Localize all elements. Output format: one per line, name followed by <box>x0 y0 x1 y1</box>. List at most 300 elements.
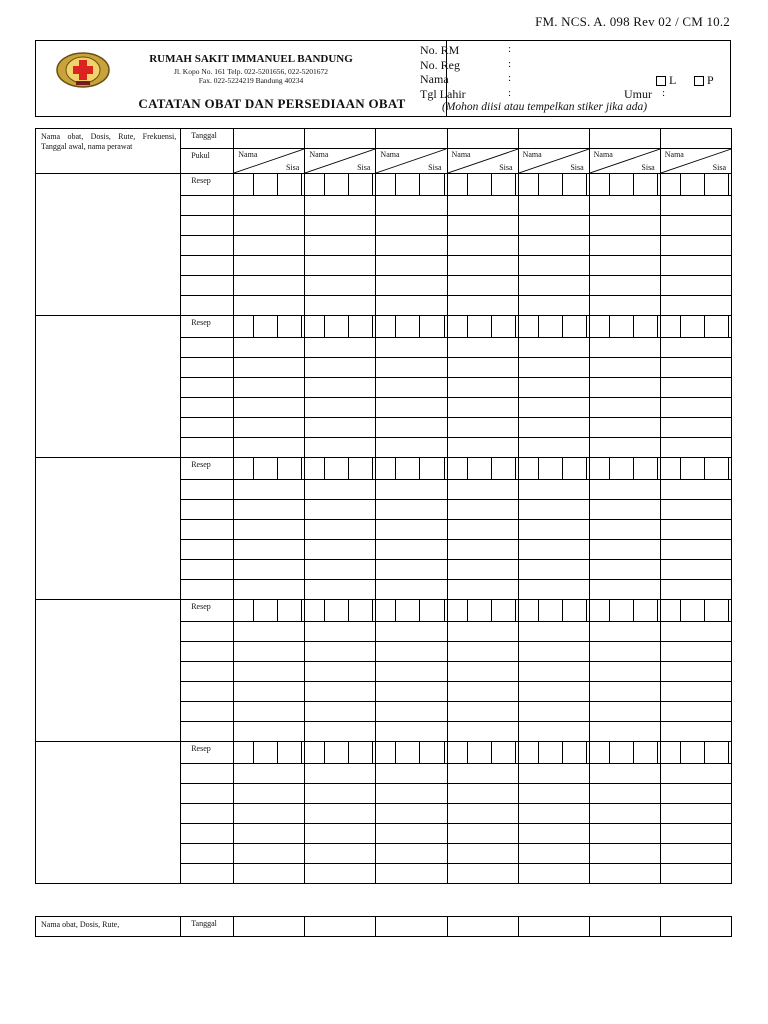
time-cell[interactable] <box>181 438 234 458</box>
dose-cell[interactable] <box>589 276 660 296</box>
resep-box[interactable] <box>396 458 420 480</box>
tanggal-cell[interactable] <box>660 129 731 149</box>
dose-cell[interactable] <box>305 804 376 824</box>
dose-cell[interactable] <box>589 256 660 276</box>
resep-box[interactable] <box>325 458 349 480</box>
time-cell[interactable] <box>181 398 234 418</box>
resep-box[interactable] <box>491 600 515 622</box>
dose-cell[interactable] <box>518 398 589 418</box>
dose-cell[interactable] <box>518 520 589 540</box>
umur-field[interactable] <box>670 89 720 102</box>
dose-cell[interactable] <box>518 480 589 500</box>
dose-cell[interactable] <box>447 540 518 560</box>
resep-box[interactable] <box>728 600 731 622</box>
resep-box[interactable] <box>349 174 373 196</box>
time-cell[interactable] <box>181 662 234 682</box>
resep-box[interactable] <box>589 316 609 338</box>
dose-cell[interactable] <box>518 378 589 398</box>
dose-cell[interactable] <box>660 864 731 884</box>
dose-cell[interactable] <box>518 560 589 580</box>
dose-cell[interactable] <box>305 722 376 742</box>
resep-box[interactable] <box>447 742 467 764</box>
medication-entry-cell[interactable] <box>36 600 181 742</box>
dose-cell[interactable] <box>589 804 660 824</box>
resep-box[interactable] <box>278 600 302 622</box>
resep-box[interactable] <box>278 742 302 764</box>
resep-box[interactable] <box>254 174 278 196</box>
dose-cell[interactable] <box>660 276 731 296</box>
resep-box[interactable] <box>609 458 633 480</box>
resep-box[interactable] <box>660 600 680 622</box>
dose-cell[interactable] <box>305 560 376 580</box>
time-cell[interactable] <box>181 682 234 702</box>
dose-cell[interactable] <box>376 560 447 580</box>
dose-cell[interactable] <box>660 804 731 824</box>
resep-box[interactable] <box>589 458 609 480</box>
dose-cell[interactable] <box>376 418 447 438</box>
dose-cell[interactable] <box>376 438 447 458</box>
time-cell[interactable] <box>181 236 234 256</box>
resep-box[interactable] <box>660 742 680 764</box>
resep-box[interactable] <box>704 316 728 338</box>
resep-box[interactable] <box>234 742 254 764</box>
resep-box[interactable] <box>349 600 373 622</box>
dose-cell[interactable] <box>234 580 305 600</box>
dose-cell[interactable] <box>518 196 589 216</box>
resep-box[interactable] <box>420 600 444 622</box>
dose-cell[interactable] <box>305 398 376 418</box>
resep-box[interactable] <box>633 316 657 338</box>
dose-cell[interactable] <box>305 378 376 398</box>
time-cell[interactable] <box>181 378 234 398</box>
dose-cell[interactable] <box>447 196 518 216</box>
resep-box[interactable] <box>704 174 728 196</box>
tanggal-cell[interactable] <box>518 129 589 149</box>
dose-cell[interactable] <box>234 216 305 236</box>
dose-cell[interactable] <box>518 824 589 844</box>
resep-box[interactable] <box>589 742 609 764</box>
dose-cell[interactable] <box>518 438 589 458</box>
dose-cell[interactable] <box>234 256 305 276</box>
time-cell[interactable] <box>181 418 234 438</box>
dose-cell[interactable] <box>447 844 518 864</box>
dose-cell[interactable] <box>305 824 376 844</box>
dose-cell[interactable] <box>376 864 447 884</box>
tanggal-cell[interactable] <box>660 917 731 937</box>
resep-box[interactable] <box>518 174 538 196</box>
time-cell[interactable] <box>181 480 234 500</box>
dose-cell[interactable] <box>376 580 447 600</box>
dose-cell[interactable] <box>447 682 518 702</box>
dose-cell[interactable] <box>234 864 305 884</box>
time-cell[interactable] <box>181 722 234 742</box>
resep-box[interactable] <box>234 458 254 480</box>
dose-cell[interactable] <box>518 642 589 662</box>
dose-cell[interactable] <box>376 500 447 520</box>
dose-cell[interactable] <box>660 418 731 438</box>
dose-cell[interactable] <box>305 520 376 540</box>
resep-box[interactable] <box>491 174 515 196</box>
dose-cell[interactable] <box>305 438 376 458</box>
resep-box[interactable] <box>467 174 491 196</box>
resep-box[interactable] <box>633 600 657 622</box>
gender-p-checkbox[interactable] <box>694 76 704 86</box>
dose-cell[interactable] <box>660 784 731 804</box>
dose-cell[interactable] <box>660 560 731 580</box>
resep-box[interactable] <box>234 600 254 622</box>
dose-cell[interactable] <box>518 804 589 824</box>
dose-cell[interactable] <box>518 702 589 722</box>
dose-cell[interactable] <box>376 276 447 296</box>
pukul-cell[interactable] <box>518 149 589 174</box>
gender-l-option[interactable] <box>656 73 676 88</box>
resep-box[interactable] <box>660 316 680 338</box>
resep-box[interactable] <box>609 600 633 622</box>
resep-box[interactable] <box>518 742 538 764</box>
time-cell[interactable] <box>181 642 234 662</box>
time-cell[interactable] <box>181 844 234 864</box>
resep-box[interactable] <box>349 458 373 480</box>
gender-l-checkbox[interactable] <box>656 76 666 86</box>
time-cell[interactable] <box>181 864 234 884</box>
tanggal-cell[interactable] <box>447 917 518 937</box>
resep-box[interactable] <box>278 174 302 196</box>
resep-box[interactable] <box>728 458 731 480</box>
resep-box[interactable] <box>420 174 444 196</box>
dose-cell[interactable] <box>234 560 305 580</box>
resep-box[interactable] <box>396 316 420 338</box>
dose-cell[interactable] <box>447 662 518 682</box>
resep-box[interactable] <box>704 458 728 480</box>
dose-cell[interactable] <box>234 702 305 722</box>
gender-p-option[interactable] <box>694 73 714 88</box>
resep-box[interactable] <box>491 316 515 338</box>
dose-cell[interactable] <box>589 500 660 520</box>
dose-cell[interactable] <box>660 338 731 358</box>
dose-cell[interactable] <box>589 540 660 560</box>
dose-cell[interactable] <box>447 378 518 398</box>
resep-box[interactable] <box>234 174 254 196</box>
dose-cell[interactable] <box>234 622 305 642</box>
dose-cell[interactable] <box>589 642 660 662</box>
time-cell[interactable] <box>181 804 234 824</box>
resep-box[interactable] <box>254 600 278 622</box>
dose-cell[interactable] <box>234 378 305 398</box>
resep-box[interactable] <box>562 174 586 196</box>
dose-cell[interactable] <box>447 296 518 316</box>
dose-cell[interactable] <box>305 682 376 702</box>
resep-box[interactable] <box>538 600 562 622</box>
medication-entry-cell[interactable] <box>36 174 181 316</box>
dose-cell[interactable] <box>660 764 731 784</box>
dose-cell[interactable] <box>447 276 518 296</box>
resep-box[interactable] <box>660 174 680 196</box>
dose-cell[interactable] <box>518 256 589 276</box>
time-cell[interactable] <box>181 560 234 580</box>
dose-cell[interactable] <box>305 540 376 560</box>
dose-cell[interactable] <box>660 296 731 316</box>
resep-box[interactable] <box>396 742 420 764</box>
dose-cell[interactable] <box>447 358 518 378</box>
dose-cell[interactable] <box>376 296 447 316</box>
time-cell[interactable] <box>181 540 234 560</box>
resep-box[interactable] <box>680 458 704 480</box>
dose-cell[interactable] <box>305 338 376 358</box>
dose-cell[interactable] <box>589 580 660 600</box>
resep-box[interactable] <box>467 458 491 480</box>
dose-cell[interactable] <box>589 662 660 682</box>
time-cell[interactable] <box>181 702 234 722</box>
dose-cell[interactable] <box>447 702 518 722</box>
dose-cell[interactable] <box>589 398 660 418</box>
dose-cell[interactable] <box>660 702 731 722</box>
resep-box[interactable] <box>396 600 420 622</box>
dose-cell[interactable] <box>660 662 731 682</box>
dose-cell[interactable] <box>305 276 376 296</box>
dose-cell[interactable] <box>518 418 589 438</box>
dose-cell[interactable] <box>234 804 305 824</box>
no-rm-field[interactable] <box>516 45 721 58</box>
time-cell[interactable] <box>181 358 234 378</box>
dose-cell[interactable] <box>589 438 660 458</box>
dose-cell[interactable] <box>234 480 305 500</box>
dose-cell[interactable] <box>518 580 589 600</box>
dose-cell[interactable] <box>660 824 731 844</box>
resep-box[interactable] <box>234 316 254 338</box>
resep-box[interactable] <box>467 316 491 338</box>
dose-cell[interactable] <box>518 500 589 520</box>
pukul-cell[interactable] <box>376 149 447 174</box>
dose-cell[interactable] <box>660 196 731 216</box>
dose-cell[interactable] <box>447 216 518 236</box>
dose-cell[interactable] <box>305 642 376 662</box>
time-cell[interactable] <box>181 622 234 642</box>
dose-cell[interactable] <box>589 296 660 316</box>
resep-box[interactable] <box>609 316 633 338</box>
resep-box[interactable] <box>447 174 467 196</box>
dose-cell[interactable] <box>660 540 731 560</box>
dose-cell[interactable] <box>305 358 376 378</box>
tanggal-cell[interactable] <box>376 917 447 937</box>
time-cell[interactable] <box>181 520 234 540</box>
dose-cell[interactable] <box>305 196 376 216</box>
dose-cell[interactable] <box>518 236 589 256</box>
dose-cell[interactable] <box>447 804 518 824</box>
dose-cell[interactable] <box>589 622 660 642</box>
dose-cell[interactable] <box>234 784 305 804</box>
resep-box[interactable] <box>396 174 420 196</box>
resep-box[interactable] <box>376 600 396 622</box>
dose-cell[interactable] <box>589 338 660 358</box>
pukul-cell[interactable] <box>589 149 660 174</box>
medication-entry-cell[interactable] <box>36 316 181 458</box>
time-cell[interactable] <box>181 296 234 316</box>
resep-box[interactable] <box>467 600 491 622</box>
dose-cell[interactable] <box>660 438 731 458</box>
dose-cell[interactable] <box>305 480 376 500</box>
dose-cell[interactable] <box>234 662 305 682</box>
dose-cell[interactable] <box>447 236 518 256</box>
dose-cell[interactable] <box>305 216 376 236</box>
pukul-cell[interactable] <box>447 149 518 174</box>
resep-box[interactable] <box>538 174 562 196</box>
tanggal-cell[interactable] <box>234 129 305 149</box>
resep-box[interactable] <box>376 174 396 196</box>
dose-cell[interactable] <box>305 622 376 642</box>
dose-cell[interactable] <box>376 804 447 824</box>
resep-box[interactable] <box>305 316 325 338</box>
dose-cell[interactable] <box>234 338 305 358</box>
time-cell[interactable] <box>181 764 234 784</box>
time-cell[interactable] <box>181 256 234 276</box>
dose-cell[interactable] <box>518 216 589 236</box>
dose-cell[interactable] <box>447 560 518 580</box>
dose-cell[interactable] <box>234 722 305 742</box>
tanggal-cell[interactable] <box>234 917 305 937</box>
dose-cell[interactable] <box>518 662 589 682</box>
dose-cell[interactable] <box>518 682 589 702</box>
dose-cell[interactable] <box>589 824 660 844</box>
dose-cell[interactable] <box>660 580 731 600</box>
resep-box[interactable] <box>660 458 680 480</box>
resep-box[interactable] <box>447 600 467 622</box>
dose-cell[interactable] <box>234 500 305 520</box>
dose-cell[interactable] <box>589 560 660 580</box>
resep-box[interactable] <box>491 742 515 764</box>
dose-cell[interactable] <box>376 784 447 804</box>
dose-cell[interactable] <box>305 662 376 682</box>
dose-cell[interactable] <box>660 256 731 276</box>
dose-cell[interactable] <box>376 642 447 662</box>
dose-cell[interactable] <box>518 296 589 316</box>
dose-cell[interactable] <box>234 764 305 784</box>
dose-cell[interactable] <box>447 256 518 276</box>
dose-cell[interactable] <box>660 844 731 864</box>
resep-box[interactable] <box>278 316 302 338</box>
dose-cell[interactable] <box>234 844 305 864</box>
resep-box[interactable] <box>518 458 538 480</box>
dose-cell[interactable] <box>589 196 660 216</box>
dose-cell[interactable] <box>589 236 660 256</box>
dose-cell[interactable] <box>518 844 589 864</box>
dose-cell[interactable] <box>305 236 376 256</box>
dose-cell[interactable] <box>589 418 660 438</box>
resep-box[interactable] <box>633 742 657 764</box>
dose-cell[interactable] <box>660 398 731 418</box>
dose-cell[interactable] <box>518 276 589 296</box>
dose-cell[interactable] <box>447 500 518 520</box>
dose-cell[interactable] <box>660 216 731 236</box>
dose-cell[interactable] <box>518 784 589 804</box>
resep-box[interactable] <box>447 458 467 480</box>
tanggal-cell[interactable] <box>518 917 589 937</box>
dose-cell[interactable] <box>447 398 518 418</box>
dose-cell[interactable] <box>234 358 305 378</box>
dose-cell[interactable] <box>234 682 305 702</box>
dose-cell[interactable] <box>234 296 305 316</box>
dose-cell[interactable] <box>234 236 305 256</box>
dose-cell[interactable] <box>447 622 518 642</box>
resep-box[interactable] <box>680 174 704 196</box>
dose-cell[interactable] <box>376 764 447 784</box>
dose-cell[interactable] <box>518 864 589 884</box>
pukul-cell[interactable] <box>305 149 376 174</box>
dose-cell[interactable] <box>234 276 305 296</box>
resep-box[interactable] <box>562 458 586 480</box>
resep-box[interactable] <box>376 458 396 480</box>
dose-cell[interactable] <box>660 520 731 540</box>
resep-box[interactable] <box>538 458 562 480</box>
resep-box[interactable] <box>589 600 609 622</box>
pukul-cell[interactable] <box>234 149 305 174</box>
dose-cell[interactable] <box>305 418 376 438</box>
dose-cell[interactable] <box>660 500 731 520</box>
resep-box[interactable] <box>609 174 633 196</box>
medication-entry-cell[interactable] <box>36 458 181 600</box>
dose-cell[interactable] <box>305 844 376 864</box>
dose-cell[interactable] <box>447 722 518 742</box>
dose-cell[interactable] <box>660 480 731 500</box>
medication-entry-cell[interactable] <box>36 742 181 884</box>
nama-field[interactable] <box>516 74 646 87</box>
dose-cell[interactable] <box>376 256 447 276</box>
dose-cell[interactable] <box>518 540 589 560</box>
dose-cell[interactable] <box>305 864 376 884</box>
time-cell[interactable] <box>181 824 234 844</box>
resep-box[interactable] <box>325 316 349 338</box>
dose-cell[interactable] <box>447 764 518 784</box>
dose-cell[interactable] <box>589 784 660 804</box>
dose-cell[interactable] <box>660 722 731 742</box>
tanggal-cell[interactable] <box>447 129 518 149</box>
resep-box[interactable] <box>305 600 325 622</box>
dose-cell[interactable] <box>305 580 376 600</box>
resep-box[interactable] <box>254 316 278 338</box>
dose-cell[interactable] <box>234 642 305 662</box>
resep-box[interactable] <box>538 316 562 338</box>
dose-cell[interactable] <box>376 520 447 540</box>
resep-box[interactable] <box>680 600 704 622</box>
time-cell[interactable] <box>181 196 234 216</box>
dose-cell[interactable] <box>376 702 447 722</box>
dose-cell[interactable] <box>518 358 589 378</box>
resep-box[interactable] <box>420 742 444 764</box>
dose-cell[interactable] <box>376 682 447 702</box>
time-cell[interactable] <box>181 784 234 804</box>
dose-cell[interactable] <box>589 764 660 784</box>
resep-box[interactable] <box>325 174 349 196</box>
dose-cell[interactable] <box>589 358 660 378</box>
dose-cell[interactable] <box>447 784 518 804</box>
resep-box[interactable] <box>704 600 728 622</box>
resep-box[interactable] <box>278 458 302 480</box>
time-cell[interactable] <box>181 500 234 520</box>
dose-cell[interactable] <box>447 418 518 438</box>
resep-box[interactable] <box>254 458 278 480</box>
dose-cell[interactable] <box>376 216 447 236</box>
no-reg-field[interactable] <box>516 60 721 73</box>
dose-cell[interactable] <box>376 338 447 358</box>
resep-box[interactable] <box>704 742 728 764</box>
dose-cell[interactable] <box>376 358 447 378</box>
dose-cell[interactable] <box>660 622 731 642</box>
dose-cell[interactable] <box>518 338 589 358</box>
resep-box[interactable] <box>420 316 444 338</box>
resep-box[interactable] <box>420 458 444 480</box>
dose-cell[interactable] <box>305 764 376 784</box>
dose-cell[interactable] <box>376 480 447 500</box>
tanggal-cell[interactable] <box>589 129 660 149</box>
